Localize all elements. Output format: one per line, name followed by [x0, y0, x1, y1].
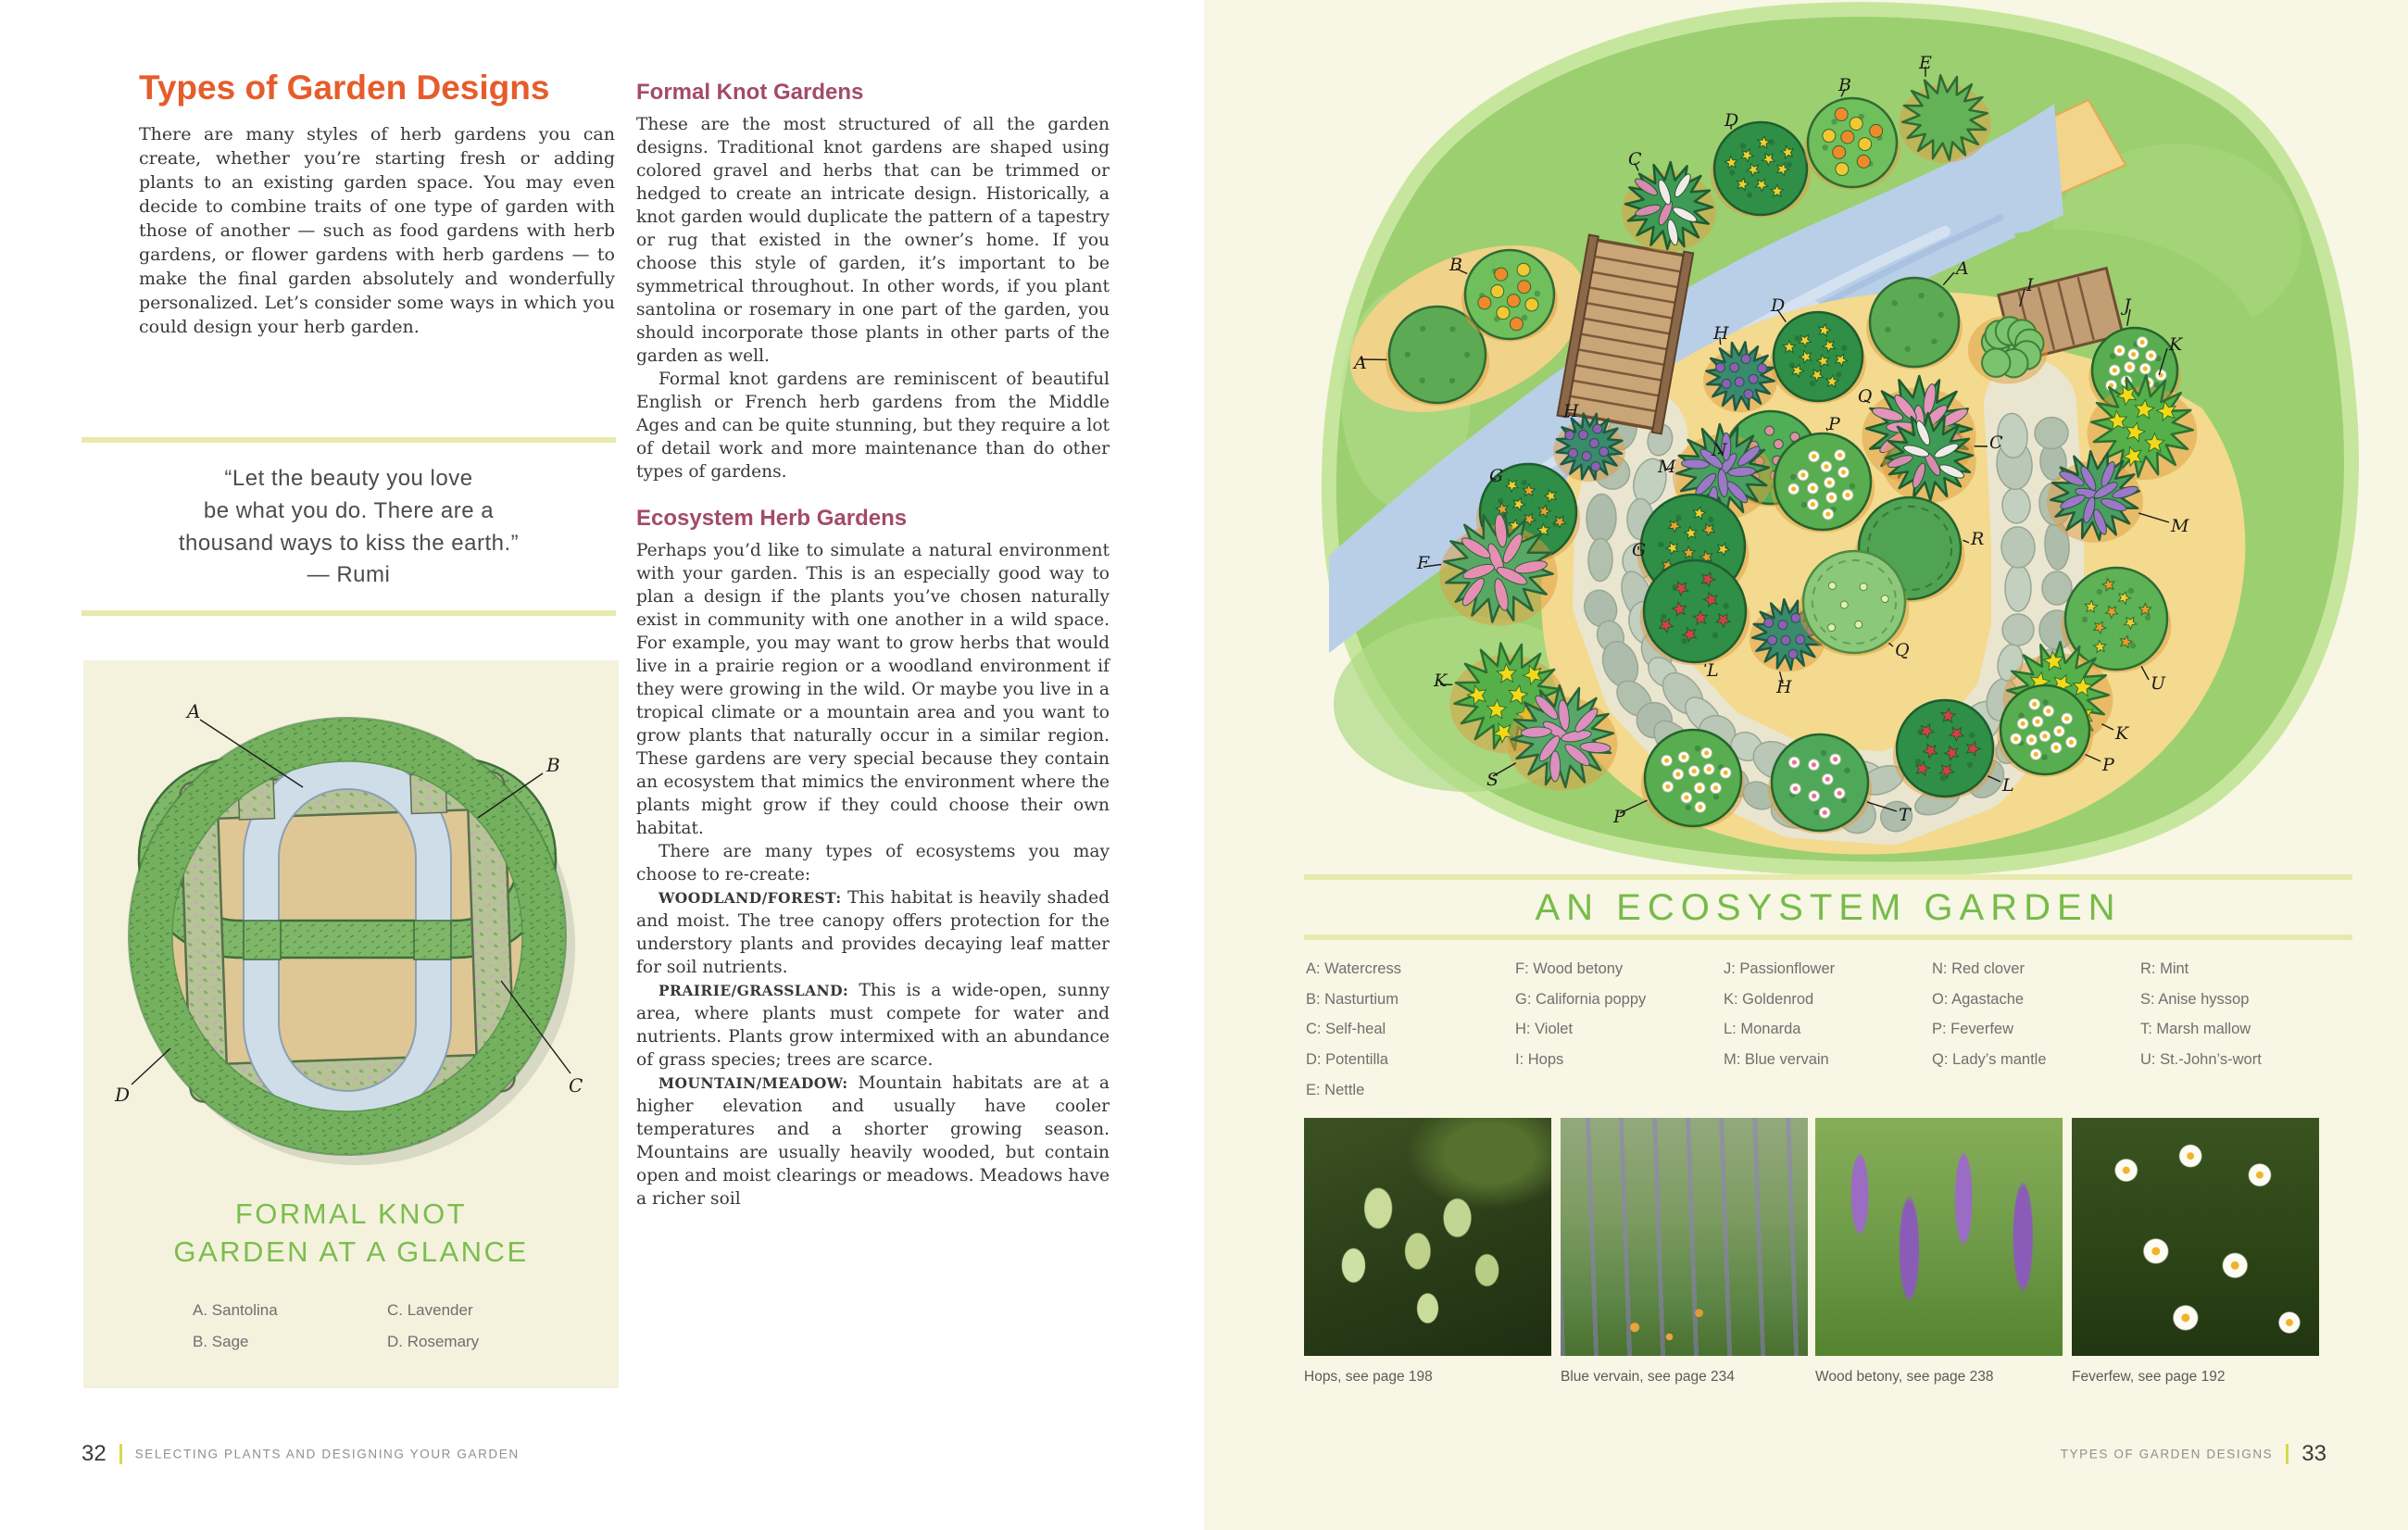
quote-line: thousand ways to kiss the earth.”	[178, 530, 520, 556]
plant-label-P: P	[1613, 807, 1625, 827]
knot-legend-item: B. Sage	[193, 1333, 249, 1350]
plant-D	[1711, 122, 1811, 218]
ecosystem-garden-illustration	[1297, 0, 2371, 875]
plant-label-H: H	[1713, 323, 1729, 344]
plant-D	[1770, 312, 1866, 404]
legend-item: Q: Lady’s mantle	[1932, 1050, 2047, 1068]
photo-hops	[1304, 1118, 1551, 1386]
plant-label-K: K	[1434, 671, 1448, 691]
photo-blue-vervain	[1561, 1118, 1808, 1386]
plant-A	[1866, 278, 1963, 370]
habitat-term: MOUNTAIN/MEADOW:	[658, 1074, 848, 1092]
pull-quote	[82, 437, 616, 616]
body-paragraph: These are the most structured of all the garden designs. Traditional knot gardens are shaped using colored gravel and herbs that can be trimmed or hedged to create an intricate design. Historically, a knot garden would duplicate the pattern of a tapestry or rug that existed in the owner’s home. If you choose this style of garden, it’s important to be symmetrical throughout. In other words, if you plant santolina or rosemary in one part of the garden, you should incorporate those plants in other parts of the garden as well.	[636, 115, 1110, 366]
legend-item: C: Self-heal	[1306, 1021, 1386, 1038]
plant-label-I: I	[2026, 275, 2034, 295]
blue-vervain-photo	[1561, 1118, 1808, 1356]
legend-item: O: Agastache	[1932, 990, 2025, 1008]
legend-item: B: Nasturtium	[1306, 990, 1398, 1008]
plant-label-K: K	[2115, 723, 2129, 744]
photo-caption: Blue vervain, see page 234	[1561, 1369, 1735, 1385]
feverfew-photo	[2072, 1118, 2319, 1356]
legend-column	[2140, 959, 2339, 1081]
habitat-paragraph	[636, 886, 1110, 979]
page-title: Types of Garden Designs	[139, 69, 550, 107]
legend-item: A: Watercress	[1306, 960, 1401, 977]
habitat-text: Mountain habitats are at a higher elevation and usually have cooler temperatures and a shorter growing season. Mountains are usually heavily wooded, but contain open and moist clearings or meadows. Meadows have a richer soil	[636, 1073, 1110, 1209]
body-paragraph: Perhaps you’d like to simulate a natural environment with your garden. This is an especially good way to plan a design if the plants you’ve chosen naturally exist in community with one another in a wild space. For example, you may want to grow herbs that would live in a prairie region or a woodland environment if they were growing in the wild. Or maybe you live in a tropical climate or a mountain area and you want to grow plants that naturally occur in a similar region. These gardens are very special because they contain an ecosystem that mimics the environment where the plants might grow if they could choose their own habitat.	[636, 541, 1110, 838]
plant-label-R: R	[1971, 529, 1985, 549]
photo-caption: Feverfew, see page 192	[2072, 1369, 2226, 1385]
legend-column	[1306, 959, 1505, 1110]
plant-label-E: E	[1919, 53, 1932, 73]
quote-attribution: — Rumi	[307, 562, 391, 588]
intro-paragraph: There are many styles of herb gardens you can create, whether you’re starting fresh or adding plants to an existing garden space. You may even decide to combine traits of one type of garden with those of another — such as food gardens with herb gardens, or flower gardens with herb gardens — to make the final garden absolutely and wonderfully personalized. Let’s consider some ways in which you could design your herb garden.	[139, 124, 615, 338]
folio-divider	[119, 1444, 122, 1464]
photo-caption: Hops, see page 198	[1304, 1369, 1433, 1385]
page-number: 32	[82, 1441, 107, 1466]
legend-item: J: Passionflower	[1724, 960, 1836, 977]
plant-label-H: H	[1776, 677, 1792, 697]
knot-box-title: FORMAL KNOT GARDEN AT A GLANCE	[173, 1198, 529, 1268]
quote-line: “Let the beauty you love	[224, 466, 473, 491]
ecosystem-title: AN ECOSYSTEM GARDEN	[1535, 887, 2122, 928]
legend-item: D: Potentilla	[1306, 1050, 1388, 1068]
knot-legend-item: A. Santolina	[193, 1301, 278, 1319]
legend-item: G: California poppy	[1515, 990, 1647, 1008]
plant-label-J: J	[2124, 295, 2131, 316]
legend-item: L: Monarda	[1724, 1021, 1801, 1038]
knot-legend-item: D. Rosemary	[387, 1333, 480, 1350]
legend-column	[1515, 959, 1714, 1081]
quote-line: be what you do. There are a	[203, 497, 495, 523]
legend-item: I: Hops	[1515, 1050, 1564, 1068]
plant-label-M: M	[2171, 516, 2189, 536]
legend-item: R: Mint	[2140, 960, 2189, 977]
plant-label-A: A	[1956, 258, 1969, 279]
knot-label-c: C	[569, 1074, 583, 1097]
folio-divider	[2286, 1444, 2289, 1464]
legend-item: E: Nettle	[1306, 1081, 1365, 1098]
legend-column	[1932, 959, 2131, 1081]
folio-left	[82, 1441, 520, 1467]
folio-right	[2061, 1441, 2326, 1467]
hops-photo	[1304, 1118, 1551, 1356]
plant-label-K: K	[2169, 334, 2183, 355]
plant-P	[1997, 685, 2093, 777]
legend-item: T: Marsh mallow	[2140, 1021, 2251, 1038]
plant-label-G: G	[1632, 540, 1647, 560]
photo-row	[1304, 1118, 2354, 1396]
legend-item: U: St.-John’s-wort	[2140, 1050, 2262, 1068]
legend-column	[1724, 959, 1923, 1081]
photo-wood-betony	[1815, 1118, 2063, 1386]
plant-label-H: H	[1563, 401, 1579, 421]
legend-item: S: Anise hyssop	[2140, 990, 2250, 1008]
knot-label-d: D	[115, 1084, 131, 1106]
plant-label-M: M	[1658, 457, 1676, 477]
rule-bottom	[82, 610, 616, 616]
folio-caption: SELECTING PLANTS AND DESIGNING YOUR GARDEN	[134, 1447, 520, 1461]
body-paragraph: Formal knot gardens are reminiscent of beautiful English or French herb gardens from the Middle Ages and can be quite stunning, but they require a lot of detail work and more maintenance than do other types of gardens.	[636, 370, 1110, 482]
page-right	[1204, 0, 2408, 1530]
plant-label-P: P	[2102, 755, 2114, 775]
plant-label-U: U	[2151, 673, 2166, 694]
plant-label-F: F	[1417, 553, 1430, 573]
folio-caption: TYPES OF GARDEN DESIGNS	[2060, 1447, 2274, 1461]
section-heading-ecosystem: Ecosystem Herb Gardens	[636, 506, 908, 531]
knot-garden-box	[83, 660, 619, 1388]
habitat-text: This habitat is heavily shaded and moist. The tree canopy offers protection for the understory plants and provides decaying leaf matter for soil nutrients.	[636, 888, 1110, 977]
photo-caption: Wood betony, see page 238	[1815, 1369, 1994, 1385]
plant-label-N: N	[1712, 440, 1727, 460]
knot-garden-diagram	[83, 666, 619, 1196]
legend-item: H: Violet	[1515, 1021, 1574, 1038]
plant-label-B: B	[1449, 255, 1462, 275]
plant-B	[1461, 250, 1558, 342]
plant-label-Q: Q	[1895, 640, 1910, 660]
plant-label-L: L	[2002, 775, 2014, 796]
plant-label-D: D	[1724, 110, 1739, 131]
legend-item: N: Red clover	[1932, 960, 2025, 977]
plant-label-C: C	[1989, 433, 2003, 453]
legend-item: F: Wood betony	[1515, 960, 1624, 977]
plant-label-S: S	[1486, 770, 1499, 790]
rule-bottom	[1304, 934, 2352, 940]
plant-label-G: G	[1489, 466, 1504, 486]
plant-label-C: C	[1628, 149, 1642, 169]
plant-label-A: A	[1354, 353, 1367, 373]
plant-I	[1968, 316, 2048, 384]
legend-item: K: Goldenrod	[1724, 990, 1814, 1008]
plant-label-P: P	[1828, 414, 1840, 434]
photo-feverfew	[2072, 1118, 2319, 1386]
legend-item: M: Blue vervain	[1724, 1050, 1829, 1068]
plant-label-D: D	[1771, 295, 1786, 316]
knot-label-b: B	[546, 754, 560, 776]
page-number: 33	[2301, 1441, 2326, 1466]
body-paragraph: There are many types of ecosystems you may choose to re-create:	[636, 842, 1110, 884]
plant-B	[1804, 98, 1900, 190]
habitat-term: PRAIRIE/GRASSLAND:	[658, 982, 849, 999]
plant-label-B: B	[1838, 75, 1851, 95]
plant-label-O: O	[1858, 386, 1873, 407]
knot-legend-item: C. Lavender	[387, 1301, 473, 1319]
section-heading-formal: Formal Knot Gardens	[636, 80, 864, 105]
knot-label-a: A	[187, 700, 201, 722]
habitat-paragraph	[636, 979, 1110, 1072]
legend-item: P: Feverfew	[1932, 1021, 2014, 1038]
plant-label-L: L	[1707, 660, 1719, 681]
ecosystem-title-block	[1304, 874, 2352, 940]
plant-label-T: T	[1899, 805, 1911, 825]
quote-text	[82, 443, 616, 610]
habitat-paragraph	[636, 1072, 1110, 1210]
habitat-text: This is a wide-open, sunny area, where plants must compete for water and nutrients. Plants grow intermixed with an abundance of grass species; trees are scarce.	[636, 981, 1110, 1070]
habitat-term: WOODLAND/FOREST:	[658, 889, 842, 907]
text-column	[636, 80, 1110, 1210]
wood-betony-photo	[1815, 1118, 2063, 1356]
